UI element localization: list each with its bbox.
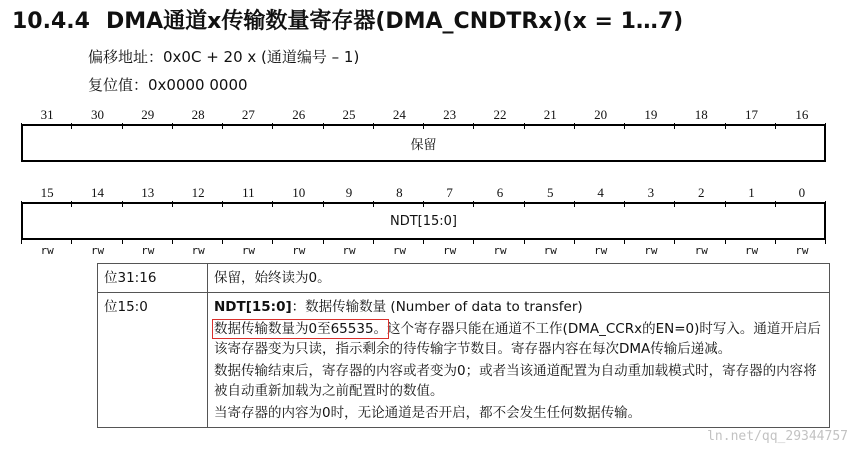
ndt-paragraph-2: 数据传输结束后，寄存器的内容或者变为0；或者当该通道配置为自动重加载模式时，寄存器的内容将被自动重新加载为之前配置时的数值。 bbox=[214, 363, 817, 399]
reset-value: 复位值：0x0000 0000 bbox=[88, 76, 248, 94]
bit-number: 0 bbox=[798, 185, 806, 200]
bit-number: 15 bbox=[40, 185, 54, 200]
bit-number: 21 bbox=[543, 107, 557, 122]
access-type: rw bbox=[493, 244, 507, 257]
access-type: rw bbox=[744, 244, 759, 257]
bit-number: 2 bbox=[697, 185, 705, 200]
ndt-heading bbox=[214, 297, 823, 317]
section-title bbox=[12, 4, 683, 35]
field-ndt-label: NDT[15:0] bbox=[389, 213, 457, 229]
section-number: 10.4.4 bbox=[12, 9, 90, 34]
access-type: rw bbox=[694, 244, 708, 257]
access-type: rw bbox=[90, 244, 105, 257]
bit-number: 24 bbox=[392, 107, 406, 122]
bit-number: 22 bbox=[493, 107, 507, 122]
bit-number: 8 bbox=[396, 185, 403, 200]
table-row bbox=[98, 293, 830, 428]
access-type: rw bbox=[40, 244, 54, 257]
bit-number: 5 bbox=[547, 185, 554, 200]
row-description bbox=[208, 293, 830, 428]
bit-number: 1 bbox=[748, 185, 755, 200]
row-bits: 位15:0 bbox=[98, 293, 208, 428]
bit-number: 25 bbox=[342, 107, 356, 122]
bit-description-table bbox=[97, 263, 830, 428]
access-type: rw bbox=[191, 244, 205, 257]
register-field-ndt bbox=[21, 202, 826, 240]
bit-number: 11 bbox=[242, 185, 255, 200]
bit-number: 18 bbox=[694, 107, 708, 122]
access-type: rw bbox=[392, 244, 406, 257]
bit-number: 17 bbox=[745, 107, 759, 122]
offset-address: 偏移地址：0x0C + 20 x (通道编号 – 1) bbox=[88, 48, 360, 66]
register-field-reserved bbox=[21, 124, 826, 162]
bit-number: 20 bbox=[594, 107, 608, 122]
access-type: rw bbox=[342, 244, 356, 257]
access-type: rw bbox=[795, 244, 809, 257]
ndt-paragraph-1 bbox=[214, 319, 823, 359]
row-bits: 位31:16 bbox=[98, 264, 208, 293]
bit-number: 4 bbox=[597, 185, 604, 200]
bit-number: 31 bbox=[40, 107, 54, 122]
ndt-heading-text: ：数据传输数量 (Number of data to transfer) bbox=[291, 299, 583, 315]
table-row bbox=[98, 264, 830, 293]
bit-number: 13 bbox=[141, 185, 155, 200]
watermark: ln.net/qq_29344757 bbox=[707, 429, 848, 444]
register-title: DMA通道x传输数量寄存器(DMA_CNDTRx)(x = 1…7) bbox=[105, 9, 684, 34]
access-type: rw bbox=[543, 244, 557, 257]
bit-numbers-high bbox=[22, 107, 827, 123]
bit-number: 30 bbox=[90, 107, 104, 122]
access-type: rw bbox=[292, 244, 306, 257]
access-type: rw bbox=[241, 244, 256, 257]
ndt-paragraph-1-text: 这个寄存器只能在通道不工作(DMA_CCRx的EN=0)时写入。通道开启后该寄存器变为只读，指示剩余的待传输字节数目。寄存器内容在每次DMA传输后递减。 bbox=[214, 321, 821, 357]
bit-number: 19 bbox=[644, 107, 658, 122]
bit-number: 3 bbox=[647, 185, 655, 200]
bit-number: 7 bbox=[446, 185, 453, 200]
bit-number: 16 bbox=[795, 107, 809, 122]
bit-number: 12 bbox=[191, 185, 205, 200]
row-description: 保留，始终读为0。 bbox=[208, 264, 830, 293]
bit-number: 28 bbox=[191, 107, 205, 122]
bit-number: 23 bbox=[443, 107, 457, 122]
access-type: rw bbox=[141, 244, 155, 257]
ndt-paragraph-3: 当寄存器的内容为0时，无论通道是否开启，都不会发生任何数据传输。 bbox=[214, 405, 642, 421]
bit-number: 27 bbox=[241, 107, 255, 122]
bit-number: 10 bbox=[292, 185, 306, 200]
access-type: rw bbox=[593, 244, 608, 257]
bit-number: 9 bbox=[345, 185, 353, 200]
highlighted-range: 数据传输数量为0至65535。 bbox=[214, 321, 388, 337]
bit-number: 29 bbox=[141, 107, 155, 122]
bit-number: 14 bbox=[90, 185, 104, 200]
field-reserved-label: 保留 bbox=[410, 137, 437, 153]
access-type: rw bbox=[443, 244, 457, 257]
bit-number: 26 bbox=[292, 107, 306, 122]
access-types bbox=[22, 244, 827, 257]
ndt-heading-bold: NDT[15:0] bbox=[214, 299, 292, 315]
bit-number: 6 bbox=[496, 185, 504, 200]
bit-numbers-low bbox=[22, 185, 827, 201]
access-type: rw bbox=[644, 244, 658, 257]
